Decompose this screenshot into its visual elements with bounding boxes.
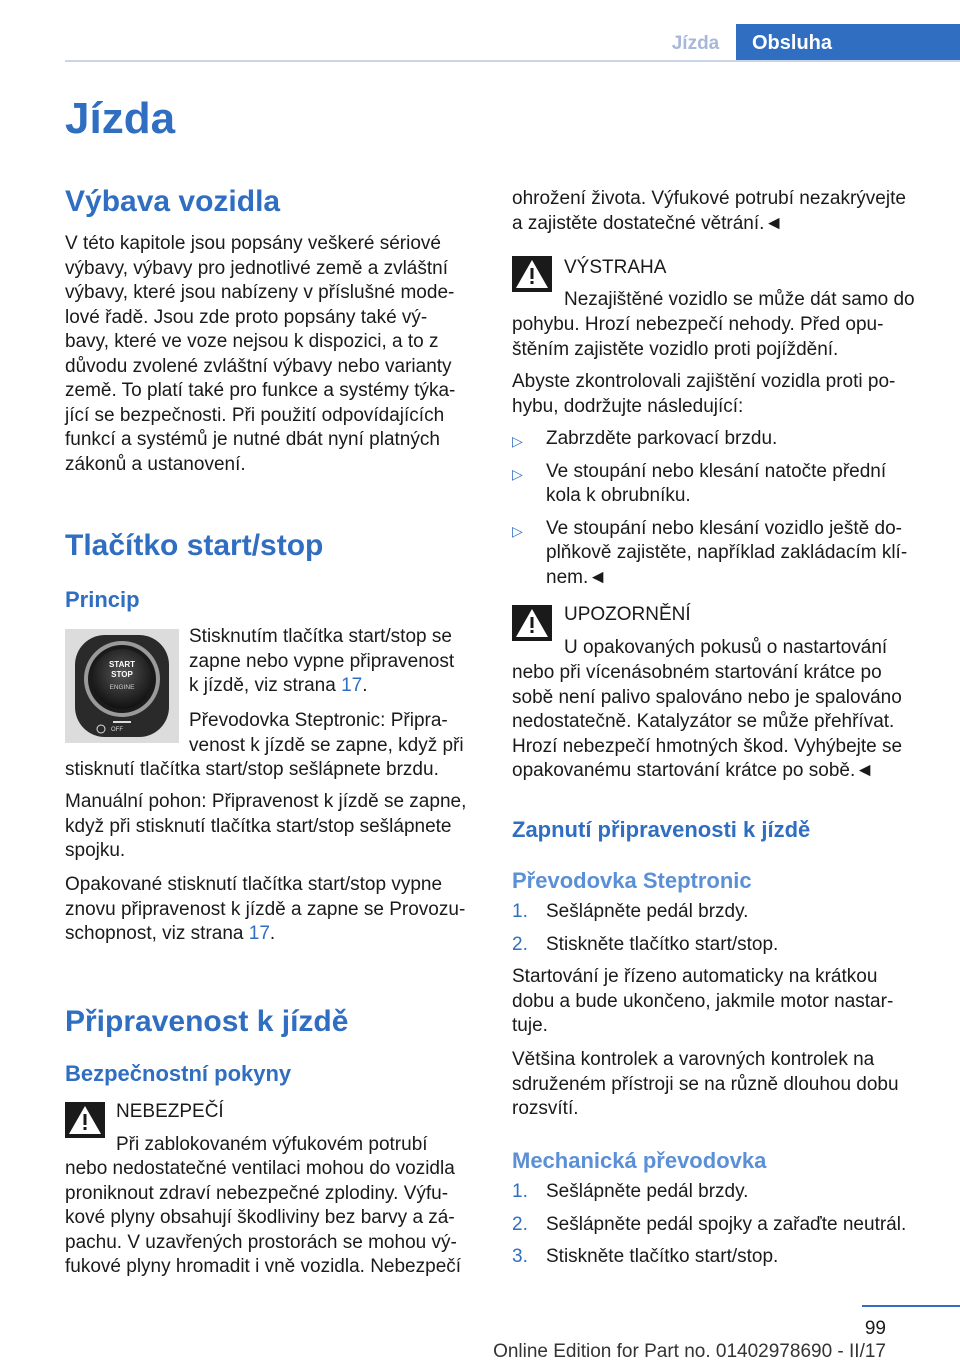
svg-text:ENGINE: ENGINE [109,684,135,691]
heading-pripravenost: Připravenost k jízdě [65,1005,349,1038]
tab-section-jizda[interactable]: Jízda [671,33,720,54]
heading-princip: Princip [65,587,140,612]
list-item: 3. Stiskněte tlačítko start/stop. [512,1246,779,1267]
svg-text:STOP: STOP [111,670,133,679]
bullet-list [512,427,932,590]
list-item: ▷ Ve stoupání nebo klesání natočte přední kola k obrubníku. [512,460,887,506]
startovani-paragraph: Startování je řízeno automaticky na krátkou dobu a bude ukončeno, jakmile motor nastar- tuje. [512,966,894,1036]
list-item: 2. Sešlápněte pedál spojky a zařaďte neutrál. [512,1213,907,1235]
warning-triangle-icon [512,256,552,292]
upozorneni-label: UPOZORNĚNÍ [564,604,691,625]
opakovane-paragraph: Opakované stisknutí tlačítka start/stop vypne znovu připravenost k jízdě a zapne se Provozu- schopnost, viz strana 17. [65,874,466,944]
mechanicka-steps [512,1180,932,1270]
svg-text:OFF: OFF [111,727,123,733]
upozorneni-first-line: U opakovaných pokusů o nastartování [564,637,888,658]
vybava-paragraph: V této kapitole jsou popsány veškeré sériové výbavy, výbavy pro jednotlivé země a zvláštní výbavy, které jsou nabízeny v příslušné mode- lové řadě. Jsou zde proto popsány také vý- bavy, které ve voze nejsou k dispozici, a to z důvodu zvolené zvláštní výbavy nebo varianty země. To platí také pro funkce a systémy týka- jící se bezpečnosti. Při použití odpovídajících funkcí a systémů je nutné dbát nyní platných zákonů a ustanovení. [65,233,456,475]
heading-vybava-vozidla: Výbava vozidla [65,185,281,218]
princip-paragraph-b: Převodovka Steptronic: Připra- venost k jízdě se zapne, když při [189,710,464,756]
danger-first-line: Při zablokovaném výfukovém potrubí [116,1134,428,1155]
edition-footer: Online Edition for Part no. 01402978690 - II/17 [493,1341,886,1362]
heading-bezpecnostni-pokyny: Bezpečnostní pokyny [65,1061,292,1086]
heading-tlacitko-start-stop: Tlačítko start/stop [65,529,324,562]
svg-text:START: START [108,660,136,669]
vystraha-label: VÝSTRAHA [564,257,667,278]
list-item: ▷ Zabrzděte parkovací brzdu. [512,427,932,452]
heading-zapnuti-pripravenosti: Zapnutí připravenosti k jízdě [512,817,811,842]
princip-paragraph-b-cont: stisknutí tlačítka start/stop sešlápnete brzdu. [65,759,439,780]
vystraha-paragraph: pohybu. Hrozí nebezpečí nehody. Před opu- štěním zajistěte vozidlo proti pojíždění. [512,314,884,360]
princip-paragraph-a: Stisknutím tlačítka start/stop se zapne nebo vypne připravenost k jízdě, viz strana 17. [189,626,455,696]
manual-paragraph: Manuální pohon: Připravenost k jízdě se zapne, když při stisknutí tlačítka start/stop sešlápnete spojku. [65,791,467,861]
danger-paragraph-cont: ohrožení života. Výfukové potrubí nezakrývejte a zajistěte dostatečné větrání.◄ [512,188,906,234]
steptronic-steps [512,900,932,957]
list-item: 1. Sešlápněte pedál brzdy. [512,901,749,922]
warning-triangle-icon [65,1102,105,1138]
page-title: Jízda [65,94,176,143]
vetsina-paragraph: Většina kontrolek a varovných kontrolek na sdruženém přístroji se na různě dlouhou dobu rozsvítí. [512,1049,899,1119]
tab-chapter-obsluha[interactable]: Obsluha [736,24,960,62]
warning-triangle-icon [512,605,552,641]
danger-paragraph: nebo nedostatečné ventilaci mohou do vozidla proniknout zdraví nebezpečné zplodiny. Výfu- kové plyny obsahují škodliviny bez barvy a zá- pachu. V uzavřených prostorách se mohou vý- fukové plyny hromadit i vně vozidla. Nebezpečí [65,1158,462,1277]
heading-mechanicka-prevodovka: Mechanická převodovka [512,1148,767,1173]
triangle-bullet-icon: ▷ [512,522,523,539]
page-link-17[interactable]: 17 [341,675,363,696]
upozorneni-paragraph: nebo při vícenásobném startování krátce po sobě není palivo spalováno nebo je spalováno nedostatečně. Katalyzátor se může přehřívat. Hrozí nebezpečí hmotných škod. Vyhýbejte se opakovanému startování krátce po sobě.◄ [512,662,903,781]
triangle-bullet-icon: ▷ [512,433,523,449]
footer-rule [862,1305,960,1307]
heading-prevodovka-steptronic: Převodovka Steptronic [512,868,752,893]
abyste-paragraph: Abyste zkontrolovali zajištění vozidla proti po- hybu, dodržujte následující: [512,371,896,417]
start-stop-button-image [65,629,179,743]
page-link-17[interactable]: 17 [248,923,270,944]
triangle-bullet-icon: ▷ [512,465,523,482]
page-number: 99 [864,1318,886,1339]
list-item: ▷ Ve stoupání nebo klesání vozidlo ještě do- plňkově zajistěte, například zakládacím klí- nem.◄ [512,517,908,588]
list-item: 2. Stiskněte tlačítko start/stop. [512,933,779,955]
vystraha-first-line: Nezajištěné vozidlo se může dát samo do [564,289,915,310]
list-item: 1. Sešlápněte pedál brzdy. [512,1181,749,1202]
danger-label: NEBEZPEČÍ [116,1101,224,1122]
header-rule [65,60,960,62]
